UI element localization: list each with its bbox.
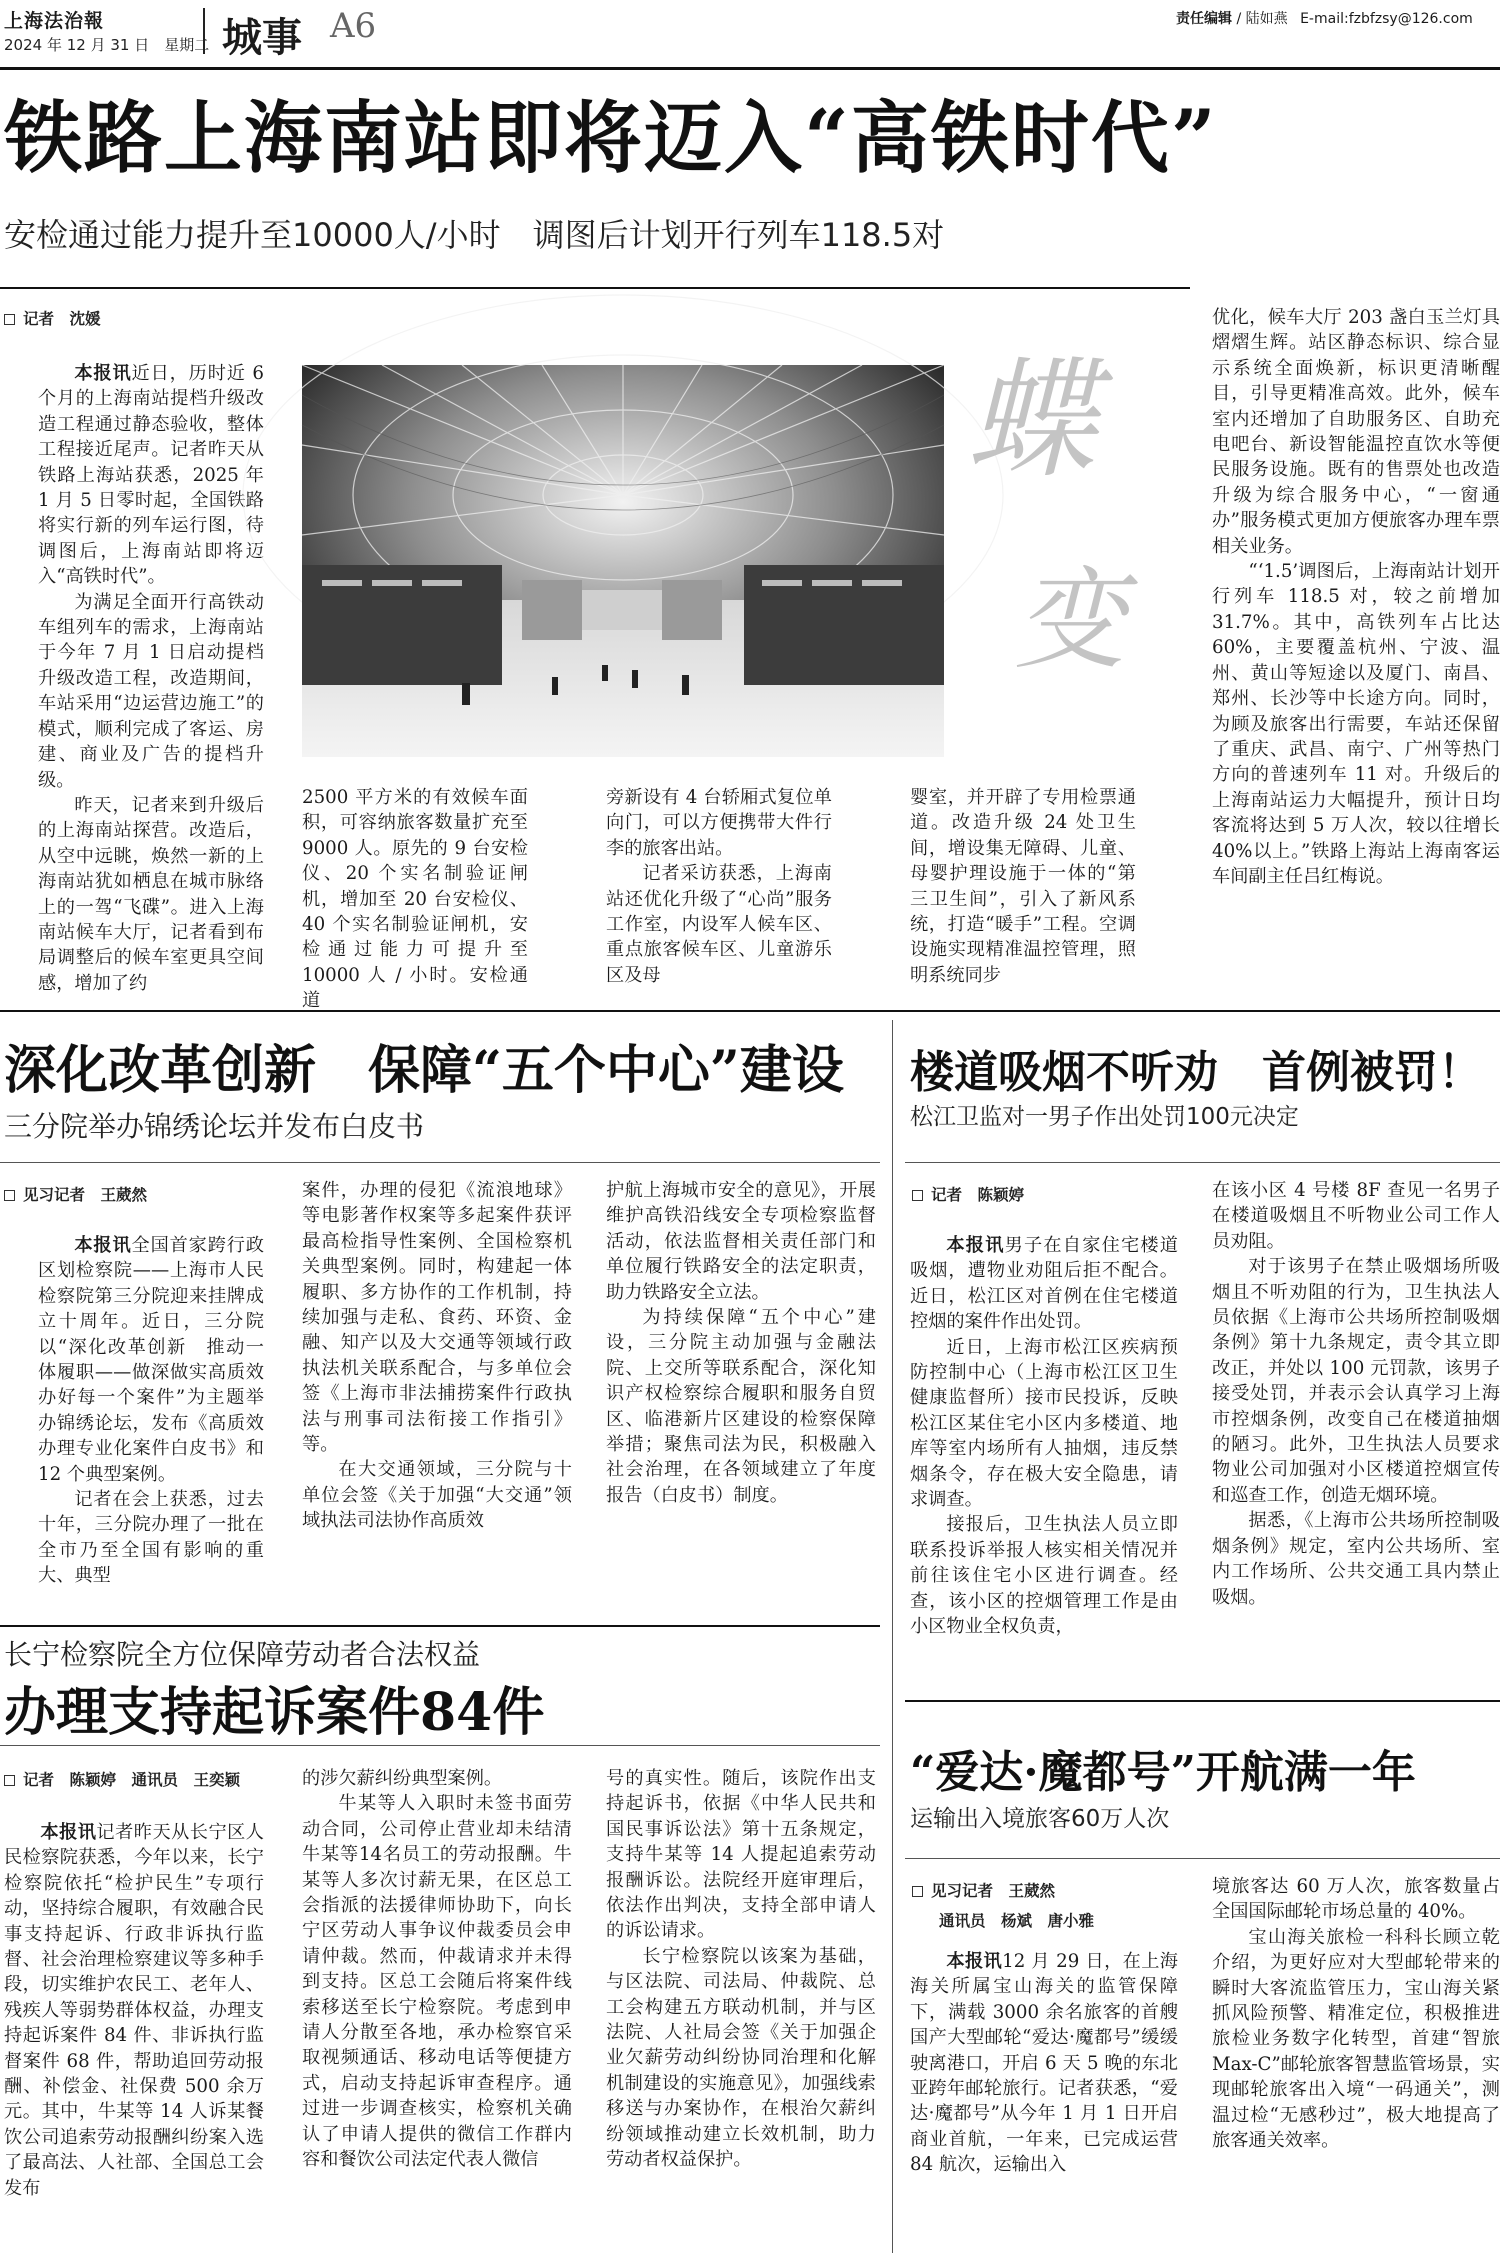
masthead-divider <box>203 8 205 54</box>
story2-col2: 案件，办理的侵犯《流浪地球》等电影著作权案等多起案件获评最高检指导性案例、全国检察机关典型案例。同时，构建起一体履职、多方协作的工作机制，持续加强与走私、食药、环资、金融、知产以及大交通等领域行政执法机关联系配合，与多单位会签《上海市非法捕捞案件行政执法与刑事司法衔接工作指引》等。 在大交通领域，三分院与十单位会签《关于加强“大交通”领域执法司法协作高质效 <box>302 1180 572 1532</box>
story4-col2: 的涉欠薪纠纷典型案例。 牛某等人入职时未签书面劳动合同，公司停止营业却未结清牛某等14名员工的劳动报酬。牛某等人多次讨薪无果，在区总工会指派的法援律师协助下，向长宁区劳动人事争议仲裁委员会申请仲裁。然而，仲裁请求并未得到支持。区总工会随后将案件线索移送至长宁检察院。考虑到申请人分散至各地，承办检察官采取视频通话、移动电话等便捷方式，启动支持起诉审查程序。通过进一步调查核实，检察机关确认了申请人提供的微信工作群内容和餐饮公司法定代表人微信 <box>302 1768 572 2171</box>
paper-name: 上海法治報 <box>4 10 105 32</box>
story1-subheadline: 安检通过能力提升至10000人/小时 调图后计划开行列车118.5对 <box>4 216 945 254</box>
story5-headline: “爱达·魔都号”开航满一年 <box>910 1747 1416 1798</box>
story3-col2: 在该小区 4 号楼 8F 查见一名男子在楼道吸烟且不听物业公司工作人员劝阻。 对于该男子在禁止吸烟场所吸烟且不听劝阻的行为，卫生执法人员依据《上海市公共场所控制吸烟条例》第十九条规定，责令其立即改正，并处以 100 元罚款，该男子接受处罚，并表示会认真学习上海市控烟条例，改变自己在楼道抽烟的陋习。此外，卫生执法人员要求物业公司加强对小区楼道控烟宣传和巡查工作，创造无烟环境。 据悉，《上海市公共场所控制吸烟条例》规定，室内公共场所、室内工作场所、公共交通工具内禁止吸烟。 <box>1212 1180 1500 1608</box>
story2-col3: 护航上海城市安全的意见》，开展维护高铁沿线安全专项检察监督活动，依法监督相关责任部门和单位履行铁路安全的法定职责，助力铁路安全立法。 为持续保障“五个中心”建设，三分院主动加强与金融法院、上交所等联系配合，深化知识产权检察综合履职和服务自贸区、临港新片区建设的检察保障举措；聚焦司法为民，积极融入社会治理，在各领域建立了年度报告（白皮书）制度。 <box>606 1180 876 1506</box>
story4-top-rule <box>0 1625 880 1627</box>
editor-email: E-mail:fzbfzsy@126.com <box>1300 11 1473 27</box>
story3-subheadline: 松江卫监对一男子作出处罚100元决定 <box>910 1104 1299 1130</box>
story4-byline: 记者 陈颖婷 通讯员 王奕颖 <box>4 1768 240 1790</box>
story1-bottom-rule <box>0 1010 1500 1012</box>
story2-col1: 本报讯全国首家跨行政区划检察院——上海市人民检察院第三分院迎来挂牌成立十周年。近日，三分院以“深化改革创新 推动一体履职——做深做实高质效办好每一个案件”为主题举办锦绣论坛，发布《高质效办理专业化案件白皮书》和 12 个典型案例。 记者在会上获悉，过去十年，三分院办理了一批在全市乃至全国有影响的重大、典型 <box>38 1235 264 1587</box>
story3-byline: 记者 陈颖婷 <box>912 1183 1024 1205</box>
story1-col3: 旁新设有 4 台轿厢式复位单向门，可以方便携带大件行李的旅客出站。 记者采访获悉，上海南站还优化升级了“心尚”服务工作室，内设军人候车区、重点旅客候车区、儿童游乐区及母 <box>606 787 832 986</box>
byline-square-icon <box>912 1190 923 1201</box>
byline-square-icon <box>912 1886 923 1897</box>
story5-col1: 本报讯12 月 29 日，在上海海关所属宝山海关的监管保障下，满载 3000 余名旅客的首艘国产大型邮轮“爱达·魔都号”缓缓驶离港口，开启 6 天 5 晚的东北亚跨年邮轮旅行。记者获悉，“爱达·魔都号”从今年 1 月 1 日开启商业首航，一年来，已完成运营 84 航次，运输出入 <box>910 1951 1178 2176</box>
story1-col4: 婴室，并开辟了专用检票通道。改造升级 24 处卫生间，增设集无障碍、儿童、母婴护理设施于一体的“第三卫生间”，引入了新风系统，打造“暖手”工程。空调设施实现精准温控管理，照明系统同步 <box>910 787 1136 986</box>
story5-col2: 境旅客达 60 万人次，旅客数量占全国国际邮轮市场总量的 40%。 宝山海关旅检一科科长顾立乾介绍，为更好应对大型邮轮带来的瞬时大客流监管压力，宝山海关紧抓风险预警、精准定位，积极推进旅检业务数字化转型，首建“智旅 Max-C”邮轮旅客智慧监管场景，实现邮轮旅客出入境“一码通关”，测温过检“无感秒过”，极大地提高了旅客通关效率。 <box>1212 1876 1500 2152</box>
story3-rule <box>905 1162 1500 1163</box>
masthead-rule <box>0 67 1500 70</box>
editor-name: 陆如燕 <box>1245 11 1288 27</box>
story2-subheadline: 三分院举办锦绣论坛并发布白皮书 <box>4 1110 425 1143</box>
column-divider <box>892 1020 893 2253</box>
story4-col3: 号的真实性。随后，该院作出支持起诉书，依据《中华人民共和国民事诉讼法》第十五条规定，支持牛某等 14 人提起追索劳动报酬诉讼。法院经开庭审理后，依法作出判决，支持全部申请人的诉讼请求。 长宁检察院以该案为基础，与区法院、司法局、仲裁院、总工会构建五方联动机制，并与区法院、人社局会签《关于加强企业欠薪劳动纠纷协同治理和化解机制建设的实施意见》，加强线索移送与办案协作，在根治欠薪纠纷领域推动建立长效机制，助力劳动者权益保护。 <box>606 1768 876 2171</box>
issue-date: 2024 年 12 月 31 日 星期二 <box>4 36 210 54</box>
page-number: A6 <box>330 6 377 46</box>
editor-info: 责任编辑 / 陆如燕 E-mail:fzbfzsy@126.com <box>1176 11 1473 27</box>
story3-headline: 楼道吸烟不听劝 首例被罚！ <box>910 1047 1482 1098</box>
story5-byline: 见习记者 王葳然 通讯员 杨斌 唐小雅 <box>912 1876 1094 1936</box>
story3-col1: 本报讯男子在自家住宅楼道吸烟，遭物业劝阻后拒不配合。近日，松江区对首例在住宅楼道控烟的案件作出处罚。 近日，上海市松江区疾病预防控制中心（上海市松江区卫生健康监督所）接市民投诉，反映松江区某住宅小区内多楼道、地库等室内场所有人抽烟，违反禁烟条令，存在极大安全隐患，请求调查。 接报后，卫生执法人员立即联系投诉举报人核实相关情况并前往该住宅小区进行调查。经查，该小区的控烟管理工作是由小区物业全权负责， <box>910 1235 1178 1638</box>
story1-col1: 本报讯近日，历时近 6 个月的上海南站提档升级改造工程通过静态验收，整体工程接近尾声。记者昨天从铁路上海站获悉，2025 年 1 月 5 日零时起，全国铁路将实行新的列车运行图，待调图后，上海南站即将迈入“高铁时代”。 为满足全面开行高铁动车组列车的需求，上海南站于今年 7 月 1 日启动提档升级改造工程，改造期间，车站采用“边运营边施工”的模式，顺利完成了客运、房建、商业及广告的提档升级。 昨天，记者来到升级后的上海南站探营。改造后，从空中远眺，焕然一新的上海南站犹如栖息在城市脉络上的一驾“飞碟”。进入上海南站候车大厅，记者看到布局调整后的候车室更具空间感，增加了约 <box>38 363 264 994</box>
story1-rule <box>0 287 1190 289</box>
masthead <box>0 0 1500 70</box>
story1-lead: 本报讯 <box>74 363 132 384</box>
story2-headline: 深化改革创新 保障“五个中心”建设 <box>4 1040 844 1101</box>
story4-col1: 本报讯记者昨天从长宁区人民检察院获悉，今年以来，长宁检察院依托“检护民生”专项行动，坚持综合履职，有效融合民事支持起诉、行政非诉执行监督、社会治理检察建议等多种手段，切实维护农民工、老年人、残疾人等弱势群体权益，办理支持起诉案件 84 件、非诉执行监督案件 68 件，帮助追回劳动报酬、补偿金、社保费 500 余万元。其中，牛某等 14 人诉某餐饮公司追索劳动报酬纠纷案入选了最高法、人社部、全国总工会发布 <box>4 1822 264 2199</box>
story1-col5: 优化，候车大厅 203 盏白玉兰灯具熠熠生辉。站区静态标识、综合显示系统全面焕新，标识更清晰醒目，引导更精准高效。此外，候车室内还增加了自助服务区、自助充电吧台、新设智能温控直饮水等便民服务设施。既有的售票处也改造升级为综合服务中心，“一窗通办”服务模式更加方便旅客办理车票相关业务。 “‘1.5’调图后，上海南站计划开行列车 118.5 对，较之前增加 31.7%。其中，高铁列车占比达 60%，主要覆盖杭州、宁波、温州、黄山等短途以及厦门、南昌、郑州、长沙等中长途方向。同时，为顾及旅客出行需要，车站还保留了重庆、武昌、南宁、广州等热门方向的普速列车 11 对。升级后的上海南站运力大幅提升，预计日均客流将达到 5 万人次，较以往增长 40%以上。”铁路上海站上海南客运车间副主任吕红梅说。 <box>1212 307 1500 887</box>
story2-byline: 见习记者 王葳然 <box>4 1183 147 1205</box>
editor-label: 责任编辑 <box>1176 11 1232 27</box>
story1-col2: 2500 平方米的有效候车面积，可容纳旅客数量扩充至 9000 人。原先的 9 台安检仪、20 个实名制验证闸机，增加至 20 台安检仪、40 个实名制验证闸机，安检通过能力可提升至 10000 人 / 小时。安检通道 <box>302 787 528 1012</box>
story5-subheadline: 运输出入境旅客60万人次 <box>910 1806 1170 1832</box>
story3-bottom-rule <box>905 1700 1500 1702</box>
byline-square-icon <box>4 1775 15 1786</box>
story2-rule <box>0 1162 880 1163</box>
story1-byline: 记者 沈媛 <box>4 307 101 329</box>
story4-headline: 办理支持起诉案件84件 <box>4 1682 545 1743</box>
station-hall-image <box>302 365 944 757</box>
story1-headline: 铁路上海南站即将迈入“高铁时代” <box>4 93 1218 184</box>
byline-square-icon <box>4 1190 15 1201</box>
story4-rule <box>0 1745 880 1746</box>
section-name: 城事 <box>222 15 302 61</box>
story5-rule <box>905 1858 1500 1859</box>
station-photo <box>302 365 944 757</box>
story4-kicker: 长宁检察院全方位保障劳动者合法权益 <box>4 1638 481 1671</box>
byline-square-icon <box>4 314 15 325</box>
decor-char-butterfly: 蝶 <box>966 344 1097 496</box>
decor-char-change: 变 <box>1015 556 1125 684</box>
